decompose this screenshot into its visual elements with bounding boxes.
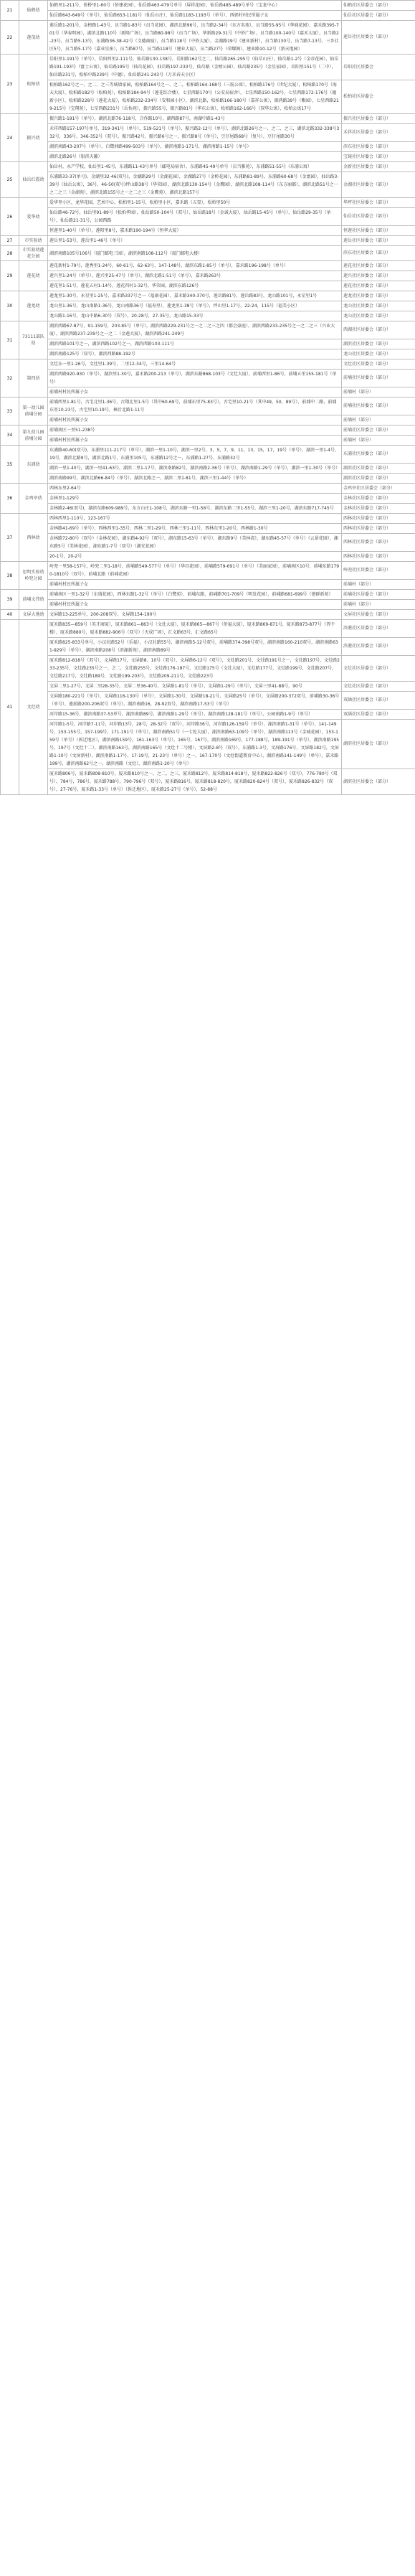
table-row [1,720,415,769]
table-row [1,610,415,620]
district-addresses: 河岸路15-36号，湖滨南路37-53单号，湖滨南路89号，湖滨南路1-29号（单号），湖滨南路128-181号（单号），公园南路1-9号（单号） [48,710,342,720]
table-row [1,398,415,415]
school-name: 金鸡亭幼 [19,484,48,514]
school-name: 第一幼儿园前埔分园 [19,398,48,426]
district-addresses: 仙岳路46-72号，仙岳里91-89号（松柏华园），仙岳路50-104号（双号），仙岳路18号（金诚大厦），仙岳路15-45号（单号），仙岳路29-35号（单号），仙岳路21-31号，公园西路 [48,208,342,226]
district-addresses: 厦禾路812-818号（双号），文屏路17号，文屏路8、10号（双号），文屏路6-12号（双号），文灶路201号，文灶路191号之一，文灶路197号，文灶路233-235号，文灶路235号之一、之二，文灶路255号，文灶路176-187号，文灶路175号（文灶大厦），文灶路177号，文灶路199号，文灶路207号，文灶路217号，文灶路189号，文灶路199-203号，文灶路209-211号，文灶路223号 [48,656,342,682]
table-row [1,710,415,720]
row-number: 28 [1,246,19,261]
table-row [1,590,415,600]
community-committee: 金林社区居委会（部分） [342,494,415,504]
school-name: 市实验幼莲花分园 [19,246,48,261]
school-name: 松柏幼 [19,55,48,114]
table-row [1,769,415,795]
community-committee: 前埔村（部分） [342,436,415,446]
table-row [1,55,415,80]
row-number: 31 [1,321,19,359]
school-name: 莲龙幼 [19,291,48,321]
district-addresses: 湖滨西路67-87号，91-159号，203-85号（单号），湖滨西路229-231号之一之二之三之四（都会豪庭），湖滨西路233-235号之一之二之三（兴业大厦），湖滨西路237-239号之一之二（金莲大厦），湖滨西路241-249号 [48,321,342,339]
district-addresses: 仙岳村，永产学校，仙岳里1-45号，东浦路11-43号单号（邮电局宿舍），东浦路45-49号单号（员当雅苑），东浦路51-55号（东浦公寓） [48,162,342,172]
school-name: 文灶幼 [19,620,48,795]
district-addresses: 金林里1-129号 [48,494,342,504]
community-committee: 滨港社区居委会（部分） [342,638,415,656]
district-addresses: 岳阳里1-191号（单号），岳阳西里2-111号，仙岳路130-138号，岳阳路162号之二，仙岳路265-295号（仙岳山庄），仙岳路1-2号（金帝花园），仙岳路191-193号（富士公寓），仙岳路195号（仙岳花园），仙岳路197-233号，仙岳路（金榜公园），仙岳路235号（金星家园），岳阳里151号（二中），仙岳路231号，松柏中路239号（中德），仙岳路241-243号（万禾春天小区） [48,55,342,80]
table-row [1,198,415,208]
district-addresses: 龙山里1-36号，龙山南路1-36号，龙山南路36号（福寿里），莲龙里1-38号（单号），坪山里1-17号，22-24，115号（福美小区） [48,301,342,311]
district-addresses: 禾祥西路157-197号单号，319-341号（单号），519-521号（单号），振兴路2-12号（单号），湖滨北路26号之一、之二、之三，湖滨北路332-338号332号，336号，346-352号（双号），振兴路42号，振兴路6号之一，振兴路8号（单号），豆仔尾路68号（复号），豆仔尾路30号 [48,124,342,142]
school-name: 仙岳红霞幼 [19,162,48,198]
table-row [1,464,415,474]
row-number: 26 [1,198,19,236]
community-committee: 双涵社区居委会（部分） [342,710,415,720]
community-committee: 莲兴社区居委会（部分） [342,271,415,281]
community-committee: 恒莲社区居委会（部分） [342,226,415,236]
row-number: 33 [1,398,19,426]
district-addresses: 文灶东一里1-26号，文灶里1-39号，二里12-34号，三里14-64号 [48,359,342,370]
table-row [1,562,415,580]
district-addresses: 前埔南区一里1-32号（东盛花园），西林东路1-32号（单号）（白鹭苑），前埔东路，前埔路701-709号（明发花园），前埔路681-699号（建群新苑） [48,590,342,600]
school-name: 莲花幼 [19,261,48,291]
district-addresses: 恒莲里1-40号（单号），莲阳里8号，嘉禾路190-194号（恒华大厦） [48,226,342,236]
table-row [1,261,415,271]
district-addresses: 莲龙里1-30号，永星里1-25号，嘉禾路337号之一（福康花园），嘉禾路340-370号，莲岳路81号，莲岳路83号，龙山路101号，永星里1号 [48,291,342,301]
table-row [1,682,415,692]
community-committee: 莲花社区居委会（部分） [342,281,415,291]
table-row [1,21,415,55]
table-row [1,321,415,339]
community-committee: 金湖社区居委会（部分） [342,172,415,198]
row-number: 22 [1,21,19,55]
community-committee: 仙岳社区居委会（部分） [342,11,415,21]
district-addresses: 前埔村村民所属子女 [48,415,342,426]
school-name: 爱华幼 [19,198,48,236]
table-body [1,1,415,795]
community-committee: 西林社区居委会（部分） [342,552,415,562]
district-addresses: 湖滨西路920-930（单号），湖滨里1-30号，嘉禾路200-213（单号），湖滨东路868-103号（文灶大厦），前埔西里1-86号，前埔五里155-181号（单号） [48,370,342,387]
table-row [1,236,415,246]
table-row [1,142,415,152]
row-number: 30 [1,291,19,321]
school-name: 第四幼 [19,359,48,398]
district-addresses: 莲花新村1-79号，莲秀里1-24号，60-61号，62-63号，147-148号，湖滨东路1-85号（单号），嘉禾路196-198号（单号） [48,261,342,271]
community-committee: 湖滨社区居委会（部分） [342,769,415,795]
community-committee: 前埔社区居委会（部分） [342,590,415,600]
district-addresses: 湖滨一里1-40号，湖滨一里41-63号，湖滨二里1-17号，湖滨南路82号，湖滨南路2-36号（单号），湖滨南路1-29号（单号），湖滨一里1-30号（单号） [48,464,342,474]
table-row [1,692,415,710]
district-addresses: 河岸路1-5号，河岸路7-11号，河岸路13号，28号，28-32号（双号），河岸路36号，河岸路126-159号（单号），湖滨南路1-31号（单号），141-149号，153-155号，157-199号，171-191号（单号），湖滨南路51号（一七佐大厦），湖滨南路63-109号（单号），湖滨南路113号（金城花园），153-159号（单号）（拆迁地区），湖滨南路159号，161-163号（单号），165号，167号，湖滨南路169号，177-188号，189-191号（单号），湖滨南路195号，197号（文灶十二），湖滨南路163号，湖滨南路165号（文灶十二号楼），文屏路2-8号（双号），东浦路1-3号，文屏路176号，文屏路182号，文屏路1-10号（文屏新村），湖滨南路1-17号，17-19号，21-23号（单号）之一，167-170号（文灶街道教育中心），湖滨南路141-149号（单号），嘉禾路199号，湖滨南路62号之一，湖滨南路（文灶），湖滨南路1-20号（单号） [48,720,342,769]
community-committee: 前埔社区居委会（部分） [342,398,415,415]
community-committee: 松柏社区居委会 [342,80,415,114]
community-committee: 文屏社区居委会（部分） [342,610,415,620]
district-addresses: 莲岳路1-201号，金榜路1-43号，员当路1-83号（员当花园），湖滨北路96号，员当路2-34号（东方名苑），员当路55-95号（华商花园），嘉禾路395-701号（华泰明园），湖滨北路110号（新隆广场），员当路80-98号（员当广场），华新路29-31号（中侨广场），员当路100-140号（嘉禾大厦），员当路2-23号，员当路5-13号，东浦路36-38-42号（文德商厦），员当路118号（中侨大厦），金湖路19号（建业新村），员当路130号，员当路7-13号，三乡社区5号，员当路5-17号（嘉业星座），员当路87号，员当路118号（建业大厦），员当路27号（荣耀阁），建业路10-12号（新天地园） [48,21,342,55]
row-number: 37 [1,514,19,562]
table-row [1,226,415,236]
community-committee: 湖滨社区居委会（部分） [342,339,415,349]
table-row [1,370,415,387]
community-committee: 仙鹤社区居委会（部分） [342,1,415,11]
district-addresses: 莲兴里1-24号（单号），莲兴里25-47号（单号），湖滨北路1-51号（单号），嘉禾路263号 [48,271,342,281]
row-number: 23 [1,55,19,114]
community-committee: 前埔村（部分） [342,415,415,426]
community-committee: 莲花社区居委会（部分） [342,261,415,271]
community-committee: 前埔村（部分） [342,387,415,398]
table-row [1,271,415,281]
district-addresses: 东浦路33-37(单号)，金湖里32-46(双号)，金湖路29号（金湖花园），金湖路27号（金桥花园），东浦路81-89号，东浦路60-68号（金富园），仙岳路3-39号（仙岳公寓），36号，46-50(双号)坪山路38号（华荣园），湖滨北路130-154号（金鹰园），湖滨北路108-114号（东方丽都），湖滨北路51号之一之二之三（金湖苑），湖滨北路155号之一之二之三（金鹰苑），湖滨北路157号 [48,172,342,198]
district-addresses: 厦禾路835—859号（英才商厦），厦禾路861—863号（文灶大厦），厦禾路865—867号（侨福大厦），厦禾路869-871号，厦禾路873-877号（晋中楼），厦禾路880号，厦禾路882-906号（双号）（天成广场），汇文路63号，汇文路65号 [48,620,342,638]
district-addresses: 前埔村村民所属子女 [48,600,342,610]
school-name: 第九幼儿园前埔分园 [19,426,48,446]
row-number: 32 [1,359,19,398]
community-committee: 双涵社区居委会（部分） [342,692,415,710]
community-committee: 华坪社区居委会（部分） [342,198,415,208]
community-committee: 滨东社区居委会（部分） [342,246,415,261]
community-committee: 振兴社区居委会（部分） [342,114,415,124]
table-row [1,162,415,172]
district-addresses: 莲花里1-51号，莲花五村1-14号，莲花四村1-32号，华荣园，湖滨东路126号 [48,281,342,291]
table-row [1,281,415,291]
community-committee: 文灶社区居委会（部分） [342,656,415,682]
table-row [1,11,415,21]
table-row [1,524,415,534]
district-addresses: 厦禾路806号，厦禾路808-810号，厦禾路810号之一，之二，之三，厦禾路812号，厦禾路814-818号，厦禾路822-826号（双号），776-780号（双号），784号，786号，厦禾路788号，790-796号（双号），厦禾路816号，厦禾路818-820号，厦禾路820-824号（双号），厦禾路826-832号（双号），27-76号，厦禾路1-33号（单号）（拆迁地区），厦禾路25-27号（单号），52-88号 [48,769,342,795]
district-addresses: 湖滨南路105号106号（厦门邮电三园），湖滨南路108-112号（厦门邮电大楼） [48,246,342,261]
table-row [1,484,415,494]
district-addresses: 湖滨南路99号，湖滨北路66-84号（单号），湖滨北路之一，湖滨二里1-81号，湖滨三里1-44号（单号） [48,474,342,484]
district-addresses: 文屏二里1-27号，文屏二里28-35号，文屏二里36-40号，文屏路1-81号（单号），文屏路1-29号（单号），文屏三里41-88号，90号 [48,682,342,692]
table-row [1,514,415,524]
community-committee: 湖滨社区居委会（部分） [342,474,415,484]
district-addresses: 龙山路1-16号，龙山中路6-30号（双号），20-28号，27-35号，龙山路15-33号 [48,311,342,321]
table-row [1,124,415,142]
table-row [1,656,415,682]
community-committee: 西林社区居委会（部分） [342,534,415,552]
row-number: 38 [1,562,19,590]
community-committee: 文灶社区居委会（部分） [342,682,415,692]
community-committee: 莲岳社区居委会（部分） [342,21,415,55]
district-addresses: 前埔村村民所属子女 [48,387,342,398]
table-row [1,114,415,124]
table-row [1,494,415,504]
community-committee: 前埔村（部分） [342,580,415,590]
district-addresses: 湖滨南路125号（双号），湖滨西路88-192号 [48,349,342,359]
community-committee: 岳阳社区居委会 [342,55,415,80]
table-row [1,387,415,398]
community-committee: 滨东社区居委会（部分） [342,142,415,152]
table-row [1,426,415,436]
district-addresses: 金林路72-80号（双号）（金林花园），湖东路4-92号（双号），湖东路15-63号（单号），湖东路9号（美林湾），湖东路45-57号（单号）（云景花园），湖东路5号（美林花园），湖东路1-7号（双号）（湖光花园） [48,534,342,552]
district-addresses: 厦禾路825-833号单号，小汉社路52号（乐福），小汉社路55号，湖滨南路5-12号双号，前埔路374-398号双号，湖滨南路160-210双号，湖滨南路631-929号（单号），湖滨南路208号（滨湖新苑），湖滨南路89号 [48,638,342,656]
community-committee: 莲龙社区居委会（部分） [342,291,415,301]
district-addresses: 金林路41-69号（单号），西林西里1-35号，西林二里1-29号，西林三里1-11号，西林东里1-20号，西林路1-30号 [48,524,342,534]
school-name: 思明实验幼岭兜分园 [19,562,48,590]
community-committee: 禾祥社区居委会（部分） [342,124,415,142]
table-row [1,339,415,349]
school-name: 前埔文伟幼 [19,590,48,610]
community-committee: 莲岳社区居委会（部分） [342,236,415,246]
community-committee: 龙山社区居委会（部分） [342,311,415,321]
community-committee: 岭兜社区居委会（部分） [342,562,415,580]
table-row [1,600,415,610]
district-addresses: 前埔西里1-81号，古宅北里1-36号，古翔北里1-5号（其中60-69号，前埔东里75-83号），古宅里10-21号（其中49，50，89号），前埔中二路，前埔东里10-23号，古宅里10-19号，林后北路1-11号 [48,398,342,415]
community-committee: 龙山社区居委会（部分） [342,349,415,359]
row-number: 24 [1,114,19,162]
table-row [1,620,415,638]
district-addresses: 松柏路162号之一、之二、之三等城墙家园，松柏路164号之一、之二，松柏路164-168号（三航公寓），松柏路176号（世纪大厦），松柏路170号（海天大厦），松柏路182号（松柏苑），松柏路184-94号（莲花综合楼），七星西路170号（公安局宿舍），七星西路150-162号，七星西路172-176号（德新小区），松柏路228号（莲花大厦），松柏路232-234号（安和园小区），湖滨北路，松柏路166-180号（嘉祥公寓），振鸿路39号（紫园），七星西路219-215号（宝翔苑），七星西路231号（岳怡苑），振兴路55号，振兴路81号（华东公寓），松柏路162-166号（双华公寓），松柏公寓17号 [48,80,342,114]
school-name: 73111部队幼 [19,321,48,359]
row-number: 40 [1,610,19,620]
district-addresses: 西林东里2-64号 [48,484,342,494]
community-committee: 金林社区居委会（部分） [342,504,415,514]
table-row [1,580,415,590]
table-row [1,311,415,321]
district-addresses: 金林路2-46(双号)，湖滨东路609-989号，东方山庄1-108号，湖滨东路一里1-56号，湖滨东路二里1-55号，湖滨三里1-20号，湖滨东路717-745号 [48,504,342,514]
district-addresses: 岭兜一里58-157号，岭兜二里1-18号，前埔路549-577号（单号）（华昌花园），前埔路579-691号（单号）（美丽家园），前埔南区10号，前埔东路1790-1810号（双号），前埔北路（前埔花园） [48,562,342,580]
school-name: 市实验幼 [19,236,48,246]
community-committee: 西林社区居委会（部分） [342,524,415,534]
table-row [1,1,415,11]
community-committee: 金鸡亭社区居委会（部分） [342,484,415,494]
district-addresses: 爱华里小区，龙华花园，艺术中心，松柏里1-15号，松柏里小区，嘉禾路（五显），松柏里50号 [48,198,342,208]
district-addresses: 前埔村村民所属子女 [48,580,342,590]
district-addresses: 振兴路1-191号（单号），湖滨北路76-118号，合作路10号，湖西路87号，南湖中路1-43号 [48,114,342,124]
community-committee: 宝镜社区居委会（部分） [342,152,415,162]
community-committee: 湖滨社区居委会（部分） [342,464,415,474]
school-name: 振兴幼 [19,114,48,162]
district-addresses: 前埔村村民所属子女 [48,436,342,446]
community-committee: 仙岳社区居委会（部分） [342,208,415,226]
community-committee: 龙山社区居委会（部分） [342,301,415,311]
table-row [1,80,415,114]
district-addresses: 湖滨南路43-207号（单号），白鹭洲路499-503号（单号），湖滨南路1-171号，湖滨南路1-15号（单号） [48,142,342,152]
table-row [1,446,415,464]
table-row [1,638,415,656]
table-row [1,534,415,552]
row-number: 27 [1,236,19,246]
school-name: 莲茂幼 [19,21,48,55]
community-committee: 西湖社区居委会（部分） [342,321,415,339]
row-number: 35 [1,446,19,484]
district-addresses: 仙岳路643-649号（单号），仙岳路653-1181号（仙岳山庄），仙岳路1183-1193号（单号），西郭村村民所属子女 [48,11,342,21]
district-addresses: 前埔南区一里51-238号 [48,426,342,436]
community-committee: 东浦社区居委会（部分） [342,446,415,464]
community-committee: 湖滨社区居委会（部分） [342,720,415,769]
table-row [1,436,415,446]
table-row [1,359,415,370]
table-row [1,152,415,162]
district-addresses: 西林西里1-110号，123-167号 [48,514,342,524]
table-row [1,474,415,484]
district-addresses: 湖滨北路26号（银滨天籁） [48,152,342,162]
community-committee: 金新社区居委会（部分） [342,162,415,172]
row-number: 36 [1,484,19,514]
row-number: 29 [1,261,19,291]
district-addresses: 湖滨西路101号之一，湖滨西路102号之一，湖滨西路103-111号 [48,339,342,349]
school-name: 文屏大地幼 [19,610,48,620]
district-addresses: 文屏路13-225单号，200-208双号，文屏路154-190号 [48,610,342,620]
table-row [1,349,415,359]
district-addresses: 文屏路180-221号（单号），文屏路116-130号（单号），文屏路1-30号，文屏路18-21号，文屏路25号（单号），文屏路200-372双号，前埔路30-36号（单号），莲前路200-206双号（单号），湖滨南路16，28-92双号，湖滨南路17-53号（单号） [48,692,342,710]
school-name: 东浦幼 [19,446,48,484]
school-name: 仙鹤幼 [19,1,48,21]
row-number: 25 [1,162,19,198]
community-committee: 前埔社区居委会（部分） [342,370,415,387]
district-addresses: 20-1号，20-2号 [48,552,342,562]
row-number: 39 [1,590,19,610]
table-row [1,552,415,562]
enrollment-district-table [0,0,415,795]
community-committee: 文灶社区居委会（部分） [342,359,415,370]
district-addresses: 莲岳里1-53号，莲岳里1-46号（单号） [48,236,342,246]
row-number: 41 [1,620,19,795]
district-addresses: 仙鹤里1-211号，侨桥里1-60号（侨建花园），仙岳路463-479号单号（屏祥花园），仙岳路485-489号单号（宝龙中心） [48,1,342,11]
row-number: 34 [1,426,19,446]
table-row [1,208,415,226]
table-row [1,504,415,514]
table-row [1,172,415,198]
table-row [1,291,415,301]
district-addresses: 东浦路40-60(双号)，东浦里111-217号（单号），湖滨一里1-10号，湖滨一里2号，3，5，7，9，11，13，15，17，19号（单号），湖滨一里1-4号，19号，湖滨北路9号，湖滨北路1号，东浦里105号，东浦路12号之一，东浦路1-27号，东浦路32号 [48,446,342,464]
table-row [1,301,415,311]
table-row [1,415,415,426]
community-committee: 滨港社区居委会（部分） [342,620,415,638]
community-committee: 前埔社区居委会（部分） [342,426,415,436]
table-row [1,246,415,261]
school-name: 西林幼 [19,514,48,562]
row-number: 21 [1,1,19,21]
community-committee: 前埔村（部分） [342,600,415,610]
community-committee: 西林社区居委会（部分） [342,514,415,524]
